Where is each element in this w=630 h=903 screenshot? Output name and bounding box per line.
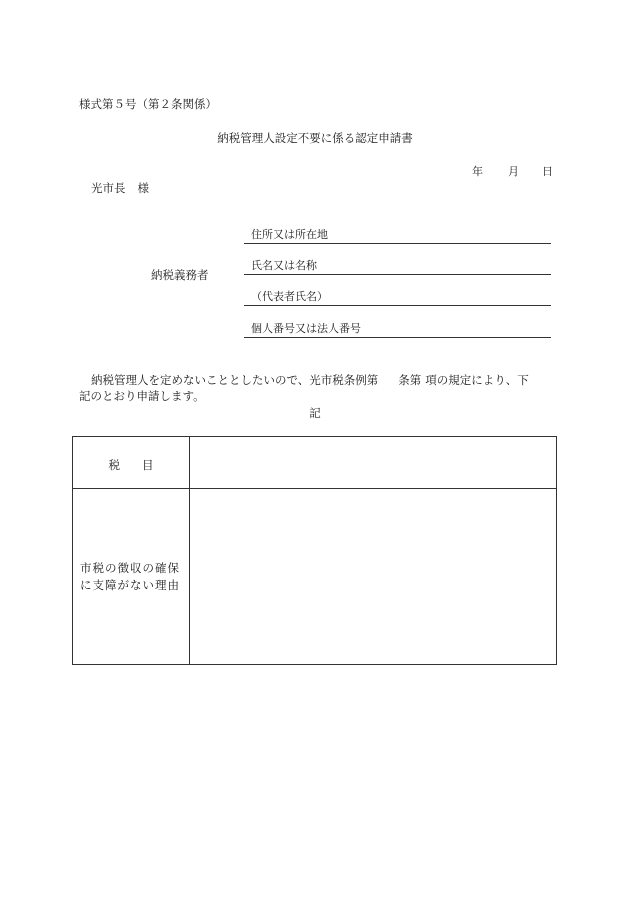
application-statement xyxy=(79,372,555,404)
reason-value[interactable] xyxy=(193,493,552,660)
addressee-name: 光市長 xyxy=(91,181,126,195)
statement-line-2: 記のとおり申請します。 xyxy=(79,389,205,403)
details-table xyxy=(72,436,557,665)
address-field[interactable] xyxy=(244,226,551,244)
statement-part-2: 条第 xyxy=(398,373,422,387)
date-year-label: 年 xyxy=(472,165,483,178)
tax-item-value[interactable] xyxy=(193,441,552,485)
statement-part-1: 納税管理人を定めないこととしたいので、光市税条例第 xyxy=(91,373,379,387)
name-field-label: 氏名又は名称 xyxy=(251,259,317,272)
addressee xyxy=(91,180,149,196)
tax-item-label xyxy=(73,457,189,473)
table-row-divider xyxy=(73,488,556,489)
tax-item-label-b: 目 xyxy=(142,458,154,472)
table-column-divider xyxy=(189,437,190,664)
addressee-honorific: 様 xyxy=(137,181,149,195)
statement-part-3: 項の規定により、下 xyxy=(425,373,529,387)
date-day-label: 日 xyxy=(542,165,553,178)
id-number-field-label: 個人番号又は法人番号 xyxy=(251,322,361,335)
representative-field[interactable] xyxy=(244,288,551,306)
id-number-field[interactable] xyxy=(244,320,551,338)
tax-item-label-a: 税 xyxy=(108,458,120,472)
representative-field-label: （代表者氏名） xyxy=(251,290,328,303)
reason-label: 市税の徴収の確保に支障がない理由 xyxy=(80,561,180,592)
taxpayer-label: 納税義務者 xyxy=(151,268,209,282)
date-month-label: 月 xyxy=(508,165,519,178)
address-field-label: 住所又は所在地 xyxy=(251,228,328,241)
form-number-label: 様式第５号（第２条関係） xyxy=(79,97,217,111)
document-title: 納税管理人設定不要に係る認定申請書 xyxy=(217,131,413,145)
statement-line-1 xyxy=(79,372,555,388)
ki-heading: 記 xyxy=(309,406,321,420)
name-field[interactable] xyxy=(244,257,551,275)
